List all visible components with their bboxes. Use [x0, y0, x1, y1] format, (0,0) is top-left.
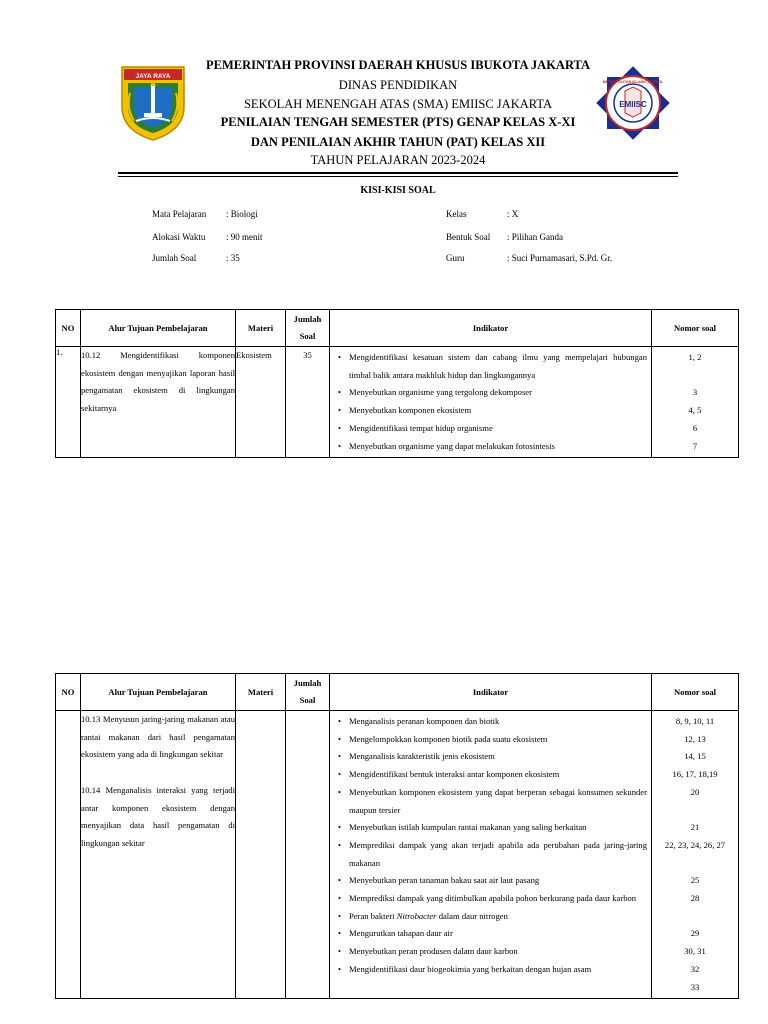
indikator-cell [330, 347, 652, 458]
meta-waktu-value: : 90 menit [226, 232, 263, 242]
list-item: • Memprediksi dampak yang ditimbulkan apabila pohon berkurang pada daur karbon [338, 890, 647, 908]
list-item: • Menyebutkan organisme yang tergolong dekomposer [338, 384, 647, 402]
list-item: 29 [690, 928, 700, 939]
list-item: • Menganalisis peranan komponen dan biotik [338, 713, 647, 731]
list-item: 28 [690, 893, 700, 903]
meta-kelas-value: : X [507, 209, 519, 219]
header-no: NO [56, 674, 81, 711]
row-no [56, 711, 81, 999]
header-materi: Materi [236, 674, 286, 711]
nomor-cell [652, 347, 739, 458]
header-nomor: Nomor soal [652, 310, 739, 347]
list-item: 21 [690, 822, 700, 833]
header-indikator: Indikator [330, 674, 652, 711]
jumlah-cell [286, 711, 330, 999]
meta-bentuk-label: Bentuk Soal [446, 232, 491, 242]
atp-cell [81, 711, 236, 999]
meta-kelas-label: Kelas [446, 209, 467, 219]
header-rule-thick [118, 172, 678, 174]
list-item: • Menganalisis karakteristik jenis ekosistem [338, 748, 647, 766]
atp-text-1: 10.13 Menyusun jaring-jaring makanan atau rantai makanan dari hasil pengamatan ekosistem yang ada di lingkungan sekitar [81, 714, 235, 760]
table-row [56, 347, 739, 458]
header-no: NO [56, 310, 81, 347]
list-item: • Mengelompokkan komponen biotik pada suatu ekosistem [338, 731, 647, 749]
list-item: 7 [692, 440, 698, 451]
list-item: 30, 31 [684, 946, 706, 957]
logo-right-mark: EMIISC [619, 100, 647, 109]
header-jumlah: Jumlah Soal [286, 674, 330, 711]
header-jumlah: Jumlah Soal [286, 310, 330, 347]
meta-waktu-label: Alokasi Waktu [152, 232, 206, 242]
list-item: 25 [690, 875, 700, 886]
list-item [338, 908, 647, 926]
document-header [0, 0, 768, 190]
nomor-list [652, 347, 738, 457]
list-item: 32 [690, 963, 700, 974]
header-exam: PENILAIAN TENGAH SEMESTER (PTS) GENAP KELAS X-XI [220, 115, 576, 129]
nomor-list [652, 711, 738, 998]
header-indikator: Indikator [330, 310, 652, 347]
list-item: 4, 5 [688, 405, 702, 416]
jumlah-cell: 35 [286, 347, 330, 458]
jaya-raya-emblem-icon [118, 63, 188, 141]
document-title: KISI-KISI SOAL [360, 185, 436, 196]
list-item: 1, 2 [688, 352, 702, 362]
indicator-prefix: Peran bakteri [349, 910, 395, 921]
header-rule-thin [118, 176, 678, 177]
materi-cell: Ekosistem [236, 347, 286, 458]
nomor-cell [652, 711, 739, 999]
meta-guru-label: Guru [446, 253, 465, 263]
list-item: • Mengidentifikasi kesatuan sistem dan cabang ilmu yang mempelajari hubungan timbal balik antara makhluk hidup dan lingkungannya [338, 349, 647, 384]
list-item: • Menyebutkan istilah kumpulan rantai makanan yang saling berkaitan [338, 819, 647, 837]
header-materi: Materi [236, 310, 286, 347]
kisi-table-1 [55, 309, 739, 458]
emiisc-school-emblem-icon [596, 66, 670, 140]
list-item: 22, 23, 24, 26, 27 [664, 839, 726, 850]
list-item: • Menyebutkan komponen ekosistem [338, 402, 647, 420]
indikator-list [330, 347, 651, 457]
list-item: 12, 13 [684, 733, 706, 744]
list-item: • Menyebutkan komponen ekosistem yang dapat berperan sebagai konsumen sekunder maupun tersier [338, 784, 647, 819]
logo-right-text: METROPOLITAN ISLAMIC SCHOOL [602, 80, 664, 84]
list-item: • Mengurutkan tahapan daur air [338, 925, 647, 943]
list-item: 20 [690, 786, 700, 797]
header-atp: Alur Tujuan Pembelajaran [81, 310, 236, 347]
list-item: 6 [692, 422, 698, 433]
species-name: Nitrobacter [396, 910, 437, 921]
atp-text: 10.12 Mengidentifikasi komponen ekosistem dengan menyajikan laporan hasil pengamatan ekosistem di lingkungan sekitarnya [81, 350, 235, 414]
table-row [56, 711, 739, 999]
meta-mapel-value: : Biologi [226, 209, 258, 219]
header-government: PEMERINTAH PROVINSI DAERAH KHUSUS IBUKOTA JAKARTA [206, 58, 590, 72]
list-item: 8, 9, 10, 11 [675, 716, 715, 726]
list-item: 33 [690, 981, 700, 992]
row-no: 1. [56, 347, 81, 458]
header-year: TAHUN PELAJARAN 2023-2024 [310, 153, 486, 167]
list-item: • Menyebutkan peran produsen dalam daur karbon [338, 943, 647, 961]
list-item: • Mengidentifikasi daur biogeokimia yang berkaitan dengan hujan asam [338, 961, 647, 979]
indikator-list [330, 711, 651, 981]
logo-left-text: JAYA RAYA [135, 73, 171, 80]
list-item: • Menyebutkan organisme yang dapat melakukan fotosintesis [338, 438, 647, 456]
kisi-table-2 [55, 673, 739, 999]
table-header-row [56, 310, 739, 347]
list-item: 16, 17, 18,19 [672, 769, 718, 780]
atp-text-2: 10.14 Menganalisis interaksi yang terjadi antar komponen ekosistem dengan menyajikan data hasil pengamatan di lingkungan sekitar [81, 784, 235, 848]
meta-mapel-label: Mata Pelajaran [152, 209, 207, 219]
header-exam-cont: DAN PENILAIAN AKHIR TAHUN (PAT) KELAS XII [250, 135, 546, 149]
table-header-row [56, 674, 739, 711]
atp-cell [81, 347, 236, 458]
list-item: 14, 15 [684, 751, 706, 762]
list-item: 3 [692, 387, 698, 398]
materi-cell [236, 711, 286, 999]
header-atp: Alur Tujuan Pembelajaran [81, 674, 236, 711]
list-item: • Mengidentifikasi bentuk interaksi antar komponen ekosistem [338, 766, 647, 784]
list-item: • Mengidentifikasi tempat hidup organisme [338, 420, 647, 438]
meta-jumlah-value: : 35 [226, 253, 240, 263]
meta-bentuk-value: : Pilihan Ganda [507, 232, 563, 242]
list-item: • Memprediksi dampak yang akan terjadi apabila ada perubahan pada jaring-jaring makanan [338, 837, 647, 872]
list-item: • Menyebutkan peran tanaman bakau saat air laut pasang [338, 872, 647, 890]
header-department: DINAS PENDIDIKAN [338, 78, 458, 92]
header-school: SEKOLAH MENENGAH ATAS (SMA) EMIISC JAKARTA [243, 97, 553, 111]
header-nomor: Nomor soal [652, 674, 739, 711]
meta-jumlah-label: Jumlah Soal [152, 253, 197, 263]
meta-guru-value: : Suci Purnamasari, S.Pd. Gr. [507, 253, 612, 263]
indicator-suffix: dalam daur nitrogen [438, 910, 508, 921]
indikator-cell [330, 711, 652, 999]
